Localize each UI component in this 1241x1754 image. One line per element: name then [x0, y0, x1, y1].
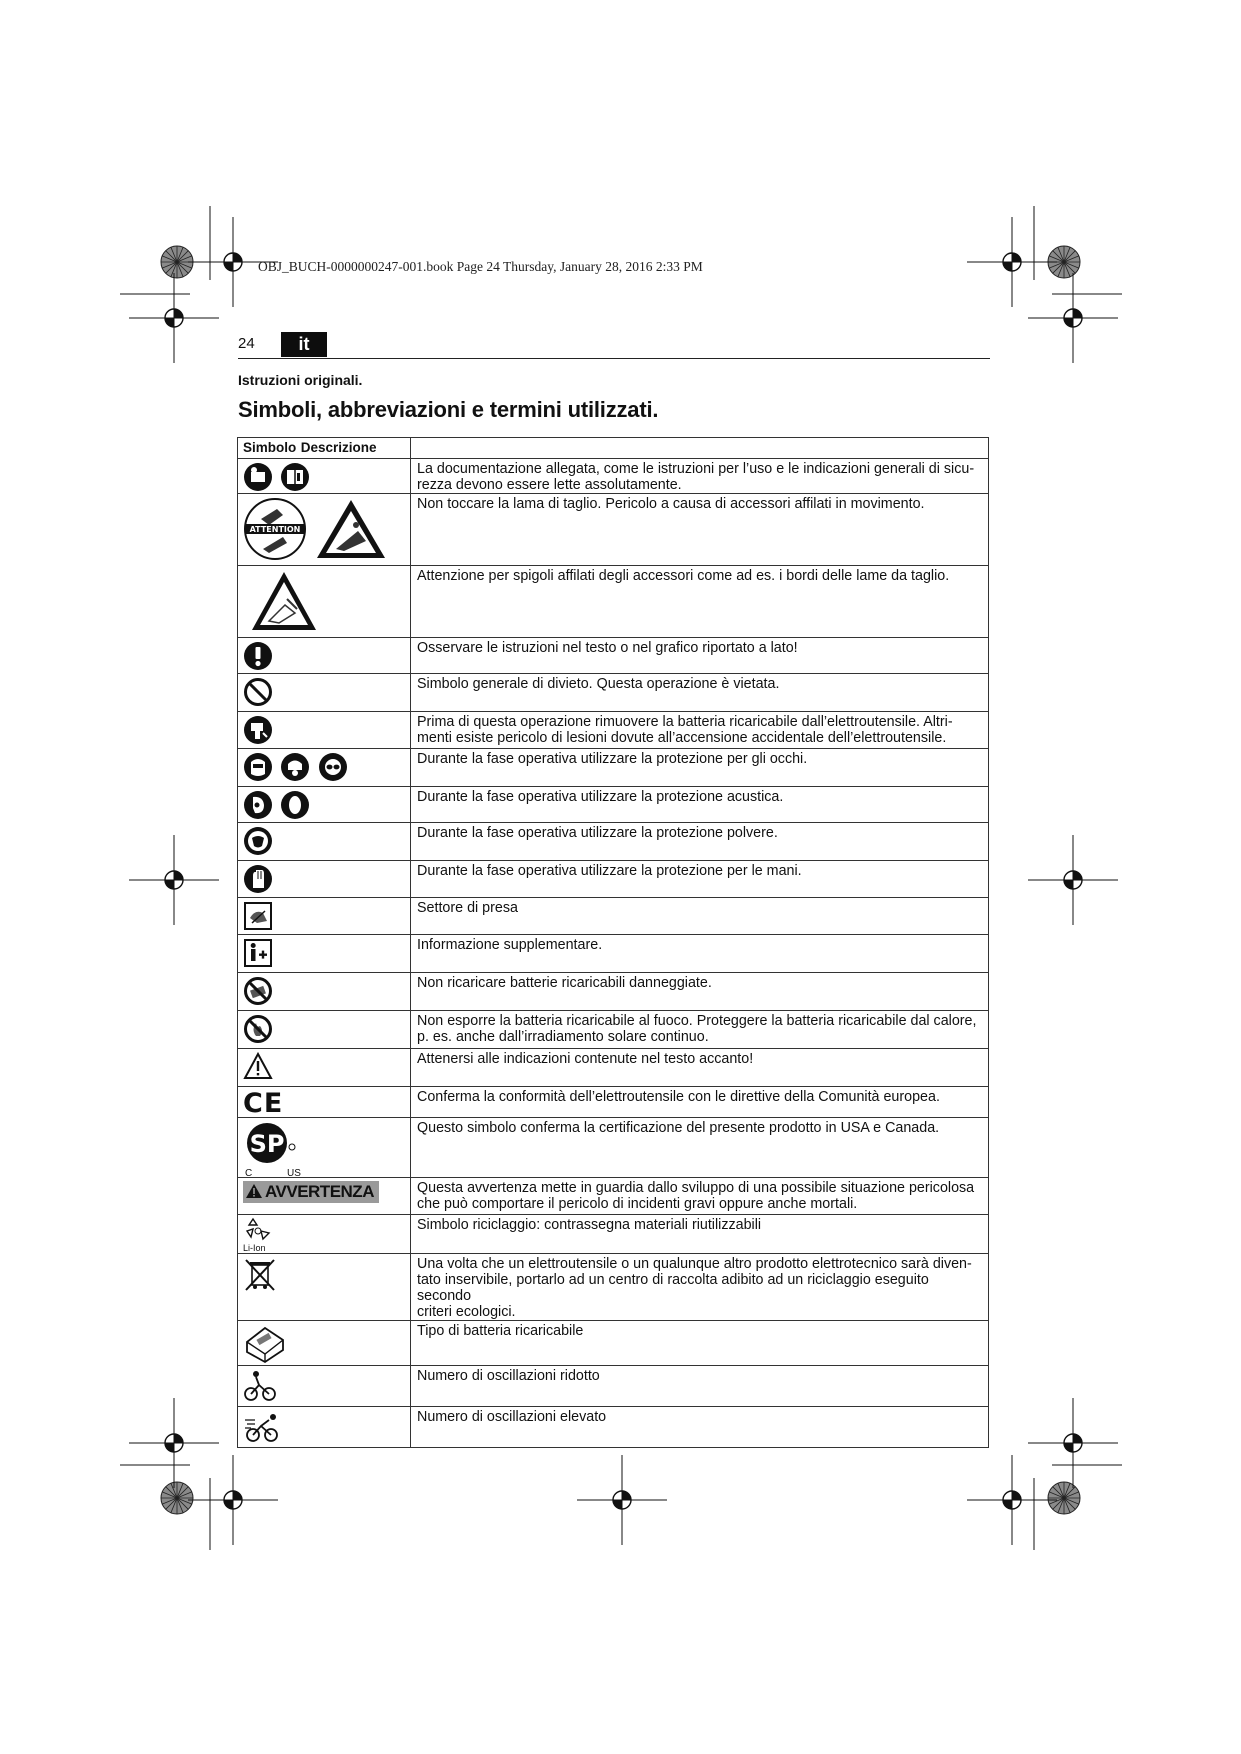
- row-description: Informazione supplementare.: [411, 935, 989, 973]
- language-badge: it: [281, 332, 327, 357]
- row-description: La documentazione allegata, come le istruzioni per l’uso e le indicazioni generali di sicu- rezza devono essere lette assolutamente.: [411, 459, 989, 494]
- slow-bike-icon: [243, 1369, 277, 1403]
- table-row: [238, 898, 989, 935]
- row-description: Attenzione per spigoli affilati degli accessori come ad es. i bordi delle lame da taglio.: [411, 566, 989, 638]
- document-title: Simboli, abbreviazioni e termini utilizzati.: [238, 397, 659, 422]
- visor-icon: [280, 752, 310, 782]
- ear-muffs-icon: [280, 790, 310, 820]
- page-number: 24: [238, 335, 255, 352]
- dust-mask-icon: [243, 826, 273, 856]
- row-description: Questa avvertenza mette in guardia dallo sviluppo di una possibile situazione pericolosa che può comportare il pericolo di incidenti gravi oppure anche mortali.: [411, 1178, 989, 1215]
- row-description: Durante la fase operativa utilizzare la protezione per gli occhi.: [411, 749, 989, 787]
- document-subtitle: Istruzioni originali.: [238, 372, 363, 388]
- attention-label: ATTENTION: [249, 525, 301, 534]
- row-description: Tipo di batteria ricaricabile: [411, 1321, 989, 1366]
- sharp-edge-warning-icon: [249, 569, 319, 633]
- row-description: Durante la fase operativa utilizzare la protezione polvere.: [411, 823, 989, 861]
- read-manual-icon: [243, 462, 273, 492]
- prohibition-icon: [243, 677, 273, 707]
- table-row: [238, 1118, 989, 1178]
- liion-label: Li-Ion: [243, 1243, 266, 1253]
- table-row: [238, 823, 989, 861]
- gloves-icon: [243, 864, 273, 894]
- header-description: Descrizione: [300, 440, 377, 455]
- table-row: [238, 1254, 989, 1321]
- attention-blade-icon: [243, 497, 307, 561]
- header-symbol: Simbolo: [243, 440, 297, 455]
- table-row: [238, 674, 989, 712]
- table-row: [238, 1049, 989, 1087]
- row-description: Osservare le istruzioni nel testo o nel grafico riportato a lato!: [411, 638, 989, 674]
- row-description: Non esporre la batteria ricaricabile al fuoco. Proteggere la batteria ricaricabile dal calore, p. es. anche dall’irradiamento solare continuo.: [411, 1011, 989, 1049]
- goggles-icon: [318, 752, 348, 782]
- csa-c-label: C: [245, 1168, 253, 1179]
- avvertenza-text: AVVERTENZA: [265, 1182, 374, 1201]
- row-description: Settore di presa: [411, 898, 989, 935]
- row-description: Una volta che un elettroutensile o un qualunque altro prodotto elettrotecnico sarà diven- tato inservibile, portarlo ad un centro di raccolta adibito ad un riciclaggio eseguito secondo criteri ecologici.: [411, 1254, 989, 1321]
- table-row: [238, 712, 989, 749]
- table-row: [238, 935, 989, 973]
- fast-bike-icon: [243, 1410, 283, 1444]
- manual-book-icon: [280, 462, 310, 492]
- grip-area-icon: [243, 901, 273, 931]
- row-description: Questo simbolo conferma la certificazione del presente prodotto in USA e Canada.: [411, 1118, 989, 1178]
- warning-triangle-icon: [243, 1052, 273, 1080]
- table-row: [238, 861, 989, 898]
- table-row: [238, 1366, 989, 1407]
- avvertenza-label-icon: [243, 1181, 379, 1203]
- symbols-table: [237, 437, 989, 1448]
- row-description: Numero di oscillazioni ridotto: [411, 1366, 989, 1407]
- row-description: Simbolo generale di divieto. Questa operazione è vietata.: [411, 674, 989, 712]
- battery-type-icon: [243, 1324, 287, 1364]
- face-shield-icon: [243, 752, 273, 782]
- exclamation-icon: [243, 641, 273, 671]
- row-description: Numero di oscillazioni elevato: [411, 1407, 989, 1448]
- table-row: [238, 459, 989, 494]
- table-row: [238, 787, 989, 823]
- ce-mark-icon: CE: [243, 1088, 284, 1119]
- table-row: [238, 749, 989, 787]
- table-row: [238, 1011, 989, 1049]
- table-header-row: [238, 438, 989, 459]
- table-row: [238, 1087, 989, 1118]
- table-row: [238, 1178, 989, 1215]
- table-row: [238, 566, 989, 638]
- row-description: Prima di questa operazione rimuovere la batteria ricaricabile dall’elettroutensile. Altri- menti esiste pericolo di lesioni dovute all’accensione accidentale dell’elettroutensile.: [411, 712, 989, 749]
- csa-letters: SP: [249, 1130, 285, 1158]
- header-rule: [238, 358, 990, 359]
- row-description: Durante la fase operativa utilizzare la protezione per le mani.: [411, 861, 989, 898]
- table-row: [238, 973, 989, 1011]
- csa-mark-icon: [243, 1121, 303, 1177]
- row-description: Durante la fase operativa utilizzare la protezione acustica.: [411, 787, 989, 823]
- no-fire-battery-icon: [243, 1014, 273, 1044]
- table-row: [238, 1215, 989, 1254]
- table-row: [238, 1321, 989, 1366]
- recycling-icon: [243, 1217, 273, 1243]
- table-row: [238, 1407, 989, 1448]
- info-plus-icon: [243, 938, 273, 968]
- row-description: Simbolo riciclaggio: contrassegna materiali riutilizzabili: [411, 1215, 989, 1254]
- book-info-line: OBJ_BUCH-0000000247-001.book Page 24 Thursday, January 28, 2016 2:33 PM: [258, 259, 703, 274]
- table-row: [238, 638, 989, 674]
- csa-us-label: US: [287, 1168, 301, 1179]
- remove-battery-icon: [243, 715, 273, 745]
- row-description: Attenersi alle indicazioni contenute nel testo accanto!: [411, 1049, 989, 1087]
- no-charge-damaged-battery-icon: [243, 976, 273, 1006]
- row-description: Conferma la conformità dell’elettroutensile con le direttive della Comunità europea.: [411, 1087, 989, 1118]
- row-description: Non toccare la lama di taglio. Pericolo a causa di accessori affilati in movimento.: [411, 494, 989, 566]
- table-row: [238, 494, 989, 566]
- ear-protection-icon: [243, 790, 273, 820]
- row-description: Non ricaricare batterie ricaricabili danneggiate.: [411, 973, 989, 1011]
- crossed-bin-icon: [243, 1257, 277, 1295]
- warning-blade-triangle-icon: [314, 497, 388, 561]
